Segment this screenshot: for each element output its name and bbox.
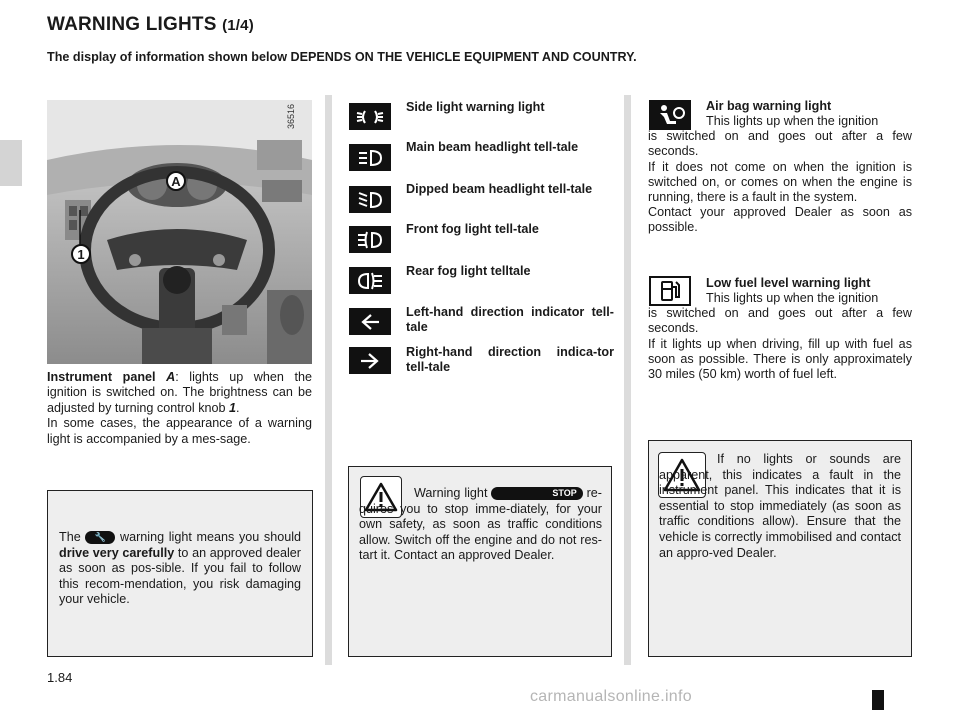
main-beam-icon (349, 144, 391, 171)
figure-code: 36516 (286, 104, 296, 130)
stop-badge-icon: STOP (491, 487, 582, 500)
fuel-title: Low fuel level warning light (706, 276, 871, 290)
column-divider (325, 95, 332, 665)
marker-1: 1 (71, 244, 91, 264)
stop-note-box (348, 466, 612, 657)
page-number: 1.84 (47, 670, 73, 685)
instrument-fault-note-text: If no lights or sounds are apparent, this indicates a fault in the instrument panel. This indicates that it is essential to stop immediately (as soon as traffic conditions allow). Ensure that the vehicle is correctly immobilised and contact an appro-ved Dealer. (659, 452, 901, 560)
corner-mark (872, 690, 884, 710)
rear-fog-label: Rear fog light telltale (406, 264, 531, 278)
page-title: WARNING LIGHTS (1/4) (47, 14, 254, 35)
side-light-label: Side light warning light (406, 100, 545, 114)
left-indicator-icon (349, 308, 391, 335)
stop-note-text: Warning light STOP re-quires you to stop imme-diately, for your own safety, as soon as traffic conditions allow. Switch off the engine and do not res-tart it. Contact an approved Dealer. (359, 486, 603, 563)
dashboard-photo (47, 100, 312, 364)
fuel-text: This lights up when the ignition is switched on and goes out after a few seconds. If it lights up when driving, fill up with fuel as soon as possible. There is only approximately 30 miles (50 km) worth of fuel left. (648, 291, 912, 382)
right-indicator-icon (349, 347, 391, 374)
dipped-beam-label: Dipped beam headlight tell-tale (406, 182, 593, 196)
instrument-fault-note-box (648, 440, 912, 657)
marker-a: A (166, 171, 186, 191)
left-indicator-label: Left-hand direction indicator tell-tale (406, 305, 614, 334)
page-subtitle: The display of information shown below DEPENDS ON THE VEHICLE EQUIPMENT AND COUNTRY. (47, 50, 637, 64)
left-note-text: The 🔧 warning light means you should drive very carefully to an approved dealer as soon as pos-sible. If you fail to follow this recom-mendation, you risk damaging your vehicle. (59, 530, 302, 607)
left-note-box (47, 490, 313, 657)
front-fog-icon (349, 226, 391, 253)
main-beam-label: Main beam headlight tell-tale (406, 140, 579, 154)
rear-fog-icon (349, 267, 391, 294)
dipped-beam-icon (349, 186, 391, 213)
spanner-icon: 🔧 (85, 531, 115, 544)
column-divider (624, 95, 631, 665)
side-light-icon (349, 103, 391, 130)
airbag-text: This lights up when the ignition is switched on and goes out after a few seconds. If it does not come on when the ignition is switched on, or comes on when the engine is running, there is a fault in the system. Contact your approved Dealer as soon as possible. (648, 114, 912, 235)
right-indicator-label: Right-hand direction indica-tor tell-tale (406, 345, 614, 374)
front-fog-label: Front fog light tell-tale (406, 222, 539, 236)
instrument-panel-text: Instrument panel A: lights up when the ignition is switched on. The brightness can be adjusted by turning control knob 1. In some cases, the appearance of a warning light is accompanied by a mes-sage. (47, 370, 312, 446)
airbag-title: Air bag warning light (706, 99, 832, 113)
watermark: carmanualsonline.info (530, 688, 692, 705)
section-tab (0, 140, 22, 186)
